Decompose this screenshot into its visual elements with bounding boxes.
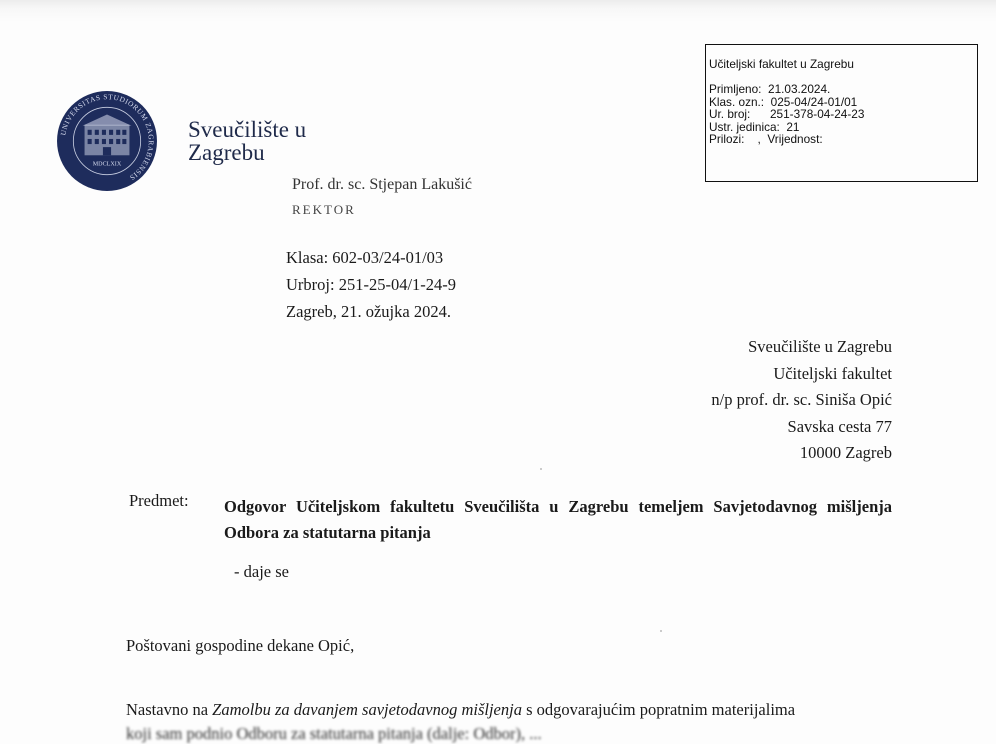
urbroj-line: Urbroj: 251-25-04/1-24-9 <box>286 275 457 294</box>
place-date-line: Zagreb, 21. ožujka 2024. <box>286 302 451 321</box>
body-text: Nastavno na <box>126 700 213 719</box>
seal-year: MDCLXIX <box>92 161 122 168</box>
stamp-row-class: Klas. ozn.: 025-04/24-01/01 <box>709 94 858 109</box>
scan-speck <box>540 468 542 470</box>
seal-text: UNIVERSITAS STUDIORUM ZAGRABIENSIS <box>58 92 156 183</box>
recipient-line: n/p prof. dr. sc. Siniša Opić <box>711 390 892 409</box>
subject-label: Predmet: <box>129 491 189 510</box>
subject-note: - daje se <box>234 562 289 581</box>
receipt-stamp <box>705 44 978 182</box>
stamp-institution: Učiteljski fakultet u Zagrebu <box>709 57 854 71</box>
body-italic-title: Zamolbu za davanjem savjetodavnog mišljenja <box>212 700 522 719</box>
body-text-cut: koji sam podnio Odboru za statutarna pitanja (dalje: Odbor), ... <box>126 724 542 743</box>
stamp-row-number: Ur. broj: 251-378-04-24-23 <box>709 107 865 121</box>
stamp-row-attachments: Prilozi: , Vrijednost: <box>709 132 823 146</box>
scan-speck <box>660 630 662 632</box>
stamp-row-received: Primljeno: 21.03.2024. <box>709 82 831 96</box>
university-name <box>188 118 306 164</box>
recipient-line: Savska cesta 77 <box>787 416 892 436</box>
rector-title: REKTOR <box>292 202 356 217</box>
university-seal-icon <box>56 90 158 192</box>
rector-name: Prof. dr. sc. Stjepan Lakušić <box>292 176 472 193</box>
recipient-line: 10000 Zagreb <box>799 443 892 462</box>
body-paragraph-line2 <box>126 724 542 744</box>
body-paragraph-line1 <box>126 700 795 720</box>
reference-block <box>286 244 456 325</box>
stamp-row-unit: Ustr. jedinica: 21 <box>709 119 800 134</box>
klasa-line: Klasa: 602-03/24-01/03 <box>286 248 444 267</box>
recipient-address <box>711 334 892 467</box>
recipient-line: Sveučilište u Zagrebu <box>748 337 892 356</box>
university-name-line1: Sveučilište u <box>188 117 307 142</box>
recipient-line: Učiteljski fakultet <box>773 363 892 383</box>
rector-block <box>292 176 472 218</box>
greeting: Poštovani gospodine dekane Opić, <box>126 636 355 655</box>
university-name-line2: Zagrebu <box>188 140 265 165</box>
subject-text: Odgovor Učiteljskom fakultetu Sveučilišta u Zagrebu temeljem Savjetodavnog mišljenja Odbora za statutarna pitanja <box>224 497 892 542</box>
body-text: s odgovarajućim popratnim materijalima <box>521 700 796 719</box>
